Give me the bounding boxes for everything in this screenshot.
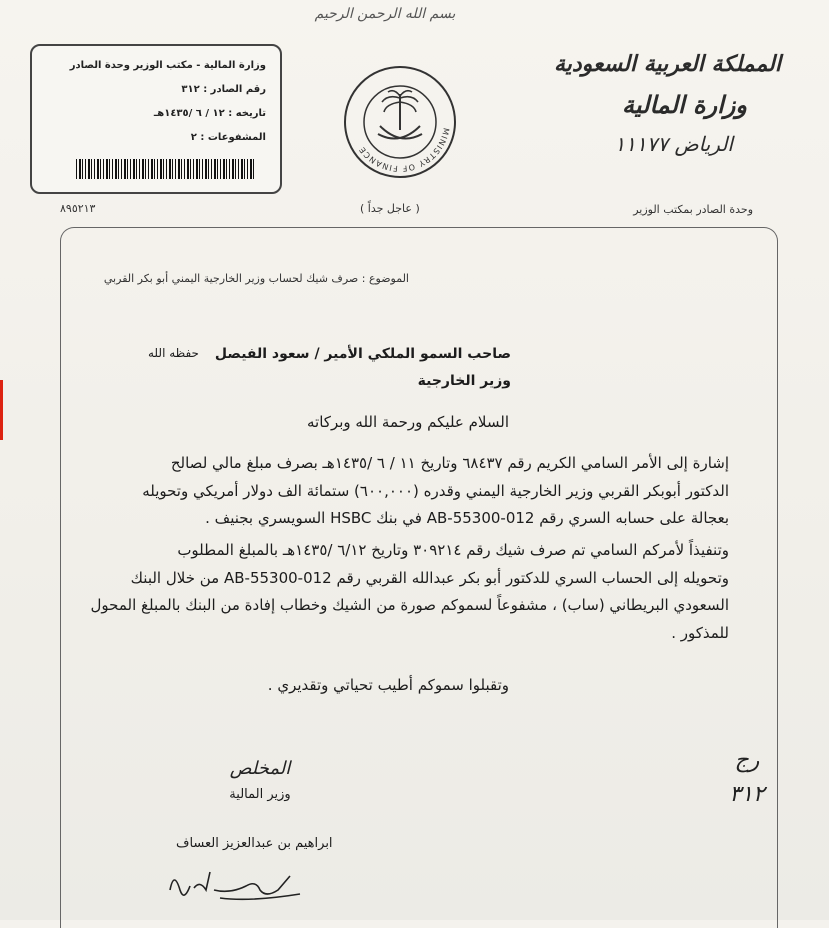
urgent-label: ( عاجل جداً ) (360, 202, 420, 215)
addressee-line2: وزير الخارجية (417, 373, 511, 389)
handwritten-signature (160, 850, 310, 910)
emblem-text: MINISTRY OF FINANCE (357, 127, 451, 174)
paragraph-2-line: وتحويله إلى الحساب السري للدكتور أبو بكر عبدالله القربي رقم 012-55300-AB من خلال البنك (130, 568, 729, 587)
barcode (76, 159, 256, 179)
paragraph-1-line: إشارة إلى الأمر السامي الكريم رقم ٦٨٤٣٧ وتاريخ ١١ / ٦ /١٤٣٥هـ بصرف مبلغ مالي لصالح (170, 454, 729, 472)
addressee-line1: صاحب السمو الملكي الأمير / سعود الفيصل (214, 346, 511, 362)
city-postal: الرياض ١١١٧٧ (614, 132, 733, 156)
edge-marker (0, 380, 3, 440)
outgoing-stamp-box (30, 44, 282, 194)
signer-name: ابراهيم بن عبدالعزيز العساف (176, 836, 333, 851)
kingdom-title: المملكة العربية السعودية (553, 51, 781, 77)
letterhead (554, 44, 781, 162)
handwritten-ref-line2: ٣١٢ (729, 782, 765, 807)
issued-unit: وحدة الصادر بمكتب الوزير (633, 203, 753, 216)
paragraph-2 (69, 537, 729, 647)
handwritten-ref-line1: رج (734, 748, 760, 773)
signer-title: وزير المالية (229, 787, 291, 802)
paragraph-1-line: بعجالة على حسابه السري رقم 012-55300-AB في بنك HSBC السويسري بجنيف . (205, 509, 729, 527)
letter-subject: الموضوع : صرف شيك لحساب وزير الخارجية اليمني أبو بكر القربي (103, 272, 409, 285)
closing-line: وتقبلوا سموكم أطيب تحياتي وتقديري . (267, 676, 509, 694)
sincerely-handwritten: المخلص (229, 758, 291, 779)
stamp-number: رقم الصادر : ٣١٢ (181, 84, 266, 95)
serial-number: ٨٩٥٢١٣ (60, 202, 96, 215)
stamp-org: وزارة المالية - مكتب الوزير وحدة الصادر (69, 60, 266, 71)
stamp-date: تاريخه : ١٢ / ٦ /١٤٣٥هـ (153, 108, 266, 119)
paragraph-2-line: للمذكور . (671, 623, 729, 642)
signature-block (180, 758, 340, 802)
paragraph-2-line: السعودي البريطاني (ساب) ، مشفوعاً لسموكم صورة من الشيك وخطاب إفادة من البنك بالمبلغ المحول (90, 596, 729, 614)
ministry-emblem (342, 64, 458, 180)
handwritten-reference (712, 744, 782, 812)
greeting: السلام عليكم ورحمة الله وبركاته (307, 413, 509, 431)
stamp-attachments: المشفوعات : ٢ (190, 132, 266, 143)
basmala: بسم الله الرحمن الرحيم (314, 6, 456, 22)
addressee-note: حفظه الله (148, 346, 199, 360)
paragraph-1-line: الدكتور أبوبكر القربي وزير الخارجية اليمني وقدره (٦٠٠,٠٠٠) ستمائة الف دولار أمريكي وتحويله (142, 481, 729, 500)
ministry-title: وزارة المالية (622, 90, 747, 119)
svg-text:MINISTRY OF FINANCE (357, 127, 451, 173)
paragraph-2-line: وتنفيذاً لأمركم السامي تم صرف شيك رقم ٣٠٩٢١٤ وتاريخ ٦/١٢ /١٤٣٥هـ بالمبلغ المطلوب (177, 541, 729, 559)
paragraph-1 (69, 450, 729, 533)
